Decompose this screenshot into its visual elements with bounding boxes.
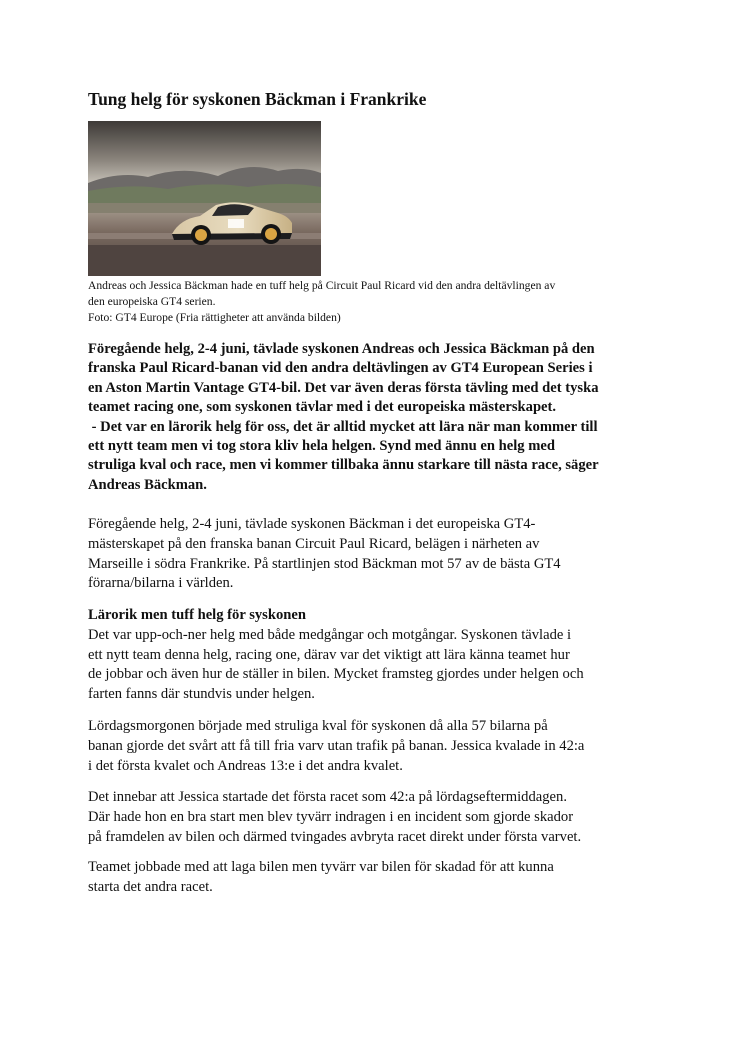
body-line: ett nytt team denna helg, racing one, därav var det viktigt att lära känna teamet hur (88, 646, 570, 663)
body-line: Det innebar att Jessica startade det första racet som 42:a på lördagseftermiddagen. (88, 789, 567, 805)
body-line: Föregående helg, 2-4 juni, tävlade syskonen Bäckman i det europeiska GT4- (88, 516, 536, 532)
lead-paragraph (88, 340, 663, 495)
body-line: de jobbar och även hur de ställer in bilen. Mycket framsteg gjordes under helgen och (88, 666, 584, 683)
caption-line: Foto: GT4 Europe (Fria rättigheter att använda bilden) (88, 311, 341, 324)
body-line: Teamet jobbade med att laga bilen men tyvärr var bilen för skadad för att kunna (88, 859, 554, 875)
body-paragraph-5 (88, 858, 668, 898)
lead-line: Föregående helg, 2-4 juni, tävlade syskonen Andreas och Jessica Bäckman på den (88, 341, 595, 357)
body-line: Lördagsmorgonen började med struliga kval för syskonen då alla 57 bilarna på (88, 718, 548, 734)
article-title: Tung helg för syskonen Bäckman i Frankrike (88, 89, 427, 109)
body-paragraph-4 (88, 788, 668, 847)
body-line: starta det andra racet. (88, 878, 213, 895)
caption-line: Andreas och Jessica Bäckman hade en tuff helg på Circuit Paul Ricard vid den andra deltävlingen av (88, 279, 556, 292)
race-car-photo (88, 121, 321, 276)
section-subheading: Lärorik men tuff helg för syskonen (88, 607, 306, 623)
photo-caption (88, 278, 658, 326)
body-line: banan gjorde det svårt att få till fria varv utan trafik på banan. Jessica kvalade in 42:a (88, 737, 585, 754)
body-line: Det var upp-och-ner helg med både medgångar och motgångar. Syskonen tävlade i (88, 626, 572, 643)
body-line: mästerskapet på den franska banan Circuit Paul Ricard, belägen i närheten av (88, 535, 540, 552)
body-line: förarna/bilarna i världen. (88, 575, 234, 592)
body-section-2 (88, 606, 668, 705)
caption-line: den europeiska GT4 serien. (88, 295, 216, 308)
lead-line: en Aston Martin Vantage GT4-bil. Det var även deras första tävling med det tyska (88, 379, 599, 396)
body-paragraph-1 (88, 515, 668, 594)
body-paragraph-3 (88, 717, 668, 776)
lead-line: Andreas Bäckman. (88, 476, 207, 493)
body-line: i det första kvalet och Andreas 13:e i det andra kvalet. (88, 757, 403, 774)
lead-line: - Det var en lärorik helg för oss, det är alltid mycket att lära när man kommer till (88, 418, 598, 435)
body-line: Marseille i södra Frankrike. På startlinjen stod Bäckman mot 57 av de bästa GT4 (88, 555, 561, 572)
lead-line: struliga kval och race, men vi kommer tillbaka ännu starkare till nästa race, säger (88, 457, 599, 474)
body-line: på framdelen av bilen och därmed tvingades avbryta racet direkt under första varvet. (88, 828, 582, 845)
lead-line: franska Paul Ricard-banan vid den andra deltävlingen av GT4 European Series i (88, 360, 593, 377)
lead-line: ett nytt team men vi tog stora kliv hela helgen. Synd med ännu en helg med (88, 438, 555, 455)
race-car-photo-graphic (88, 121, 321, 276)
body-line: Där hade hon en bra start men blev tyvärr indragen i en incident som gjorde skador (88, 808, 574, 825)
lead-line: teamet racing one, som syskonen tävlar med i det europeiska mästerskapet. (88, 399, 557, 416)
body-line: farten fanns där stundvis under helgen. (88, 686, 315, 703)
